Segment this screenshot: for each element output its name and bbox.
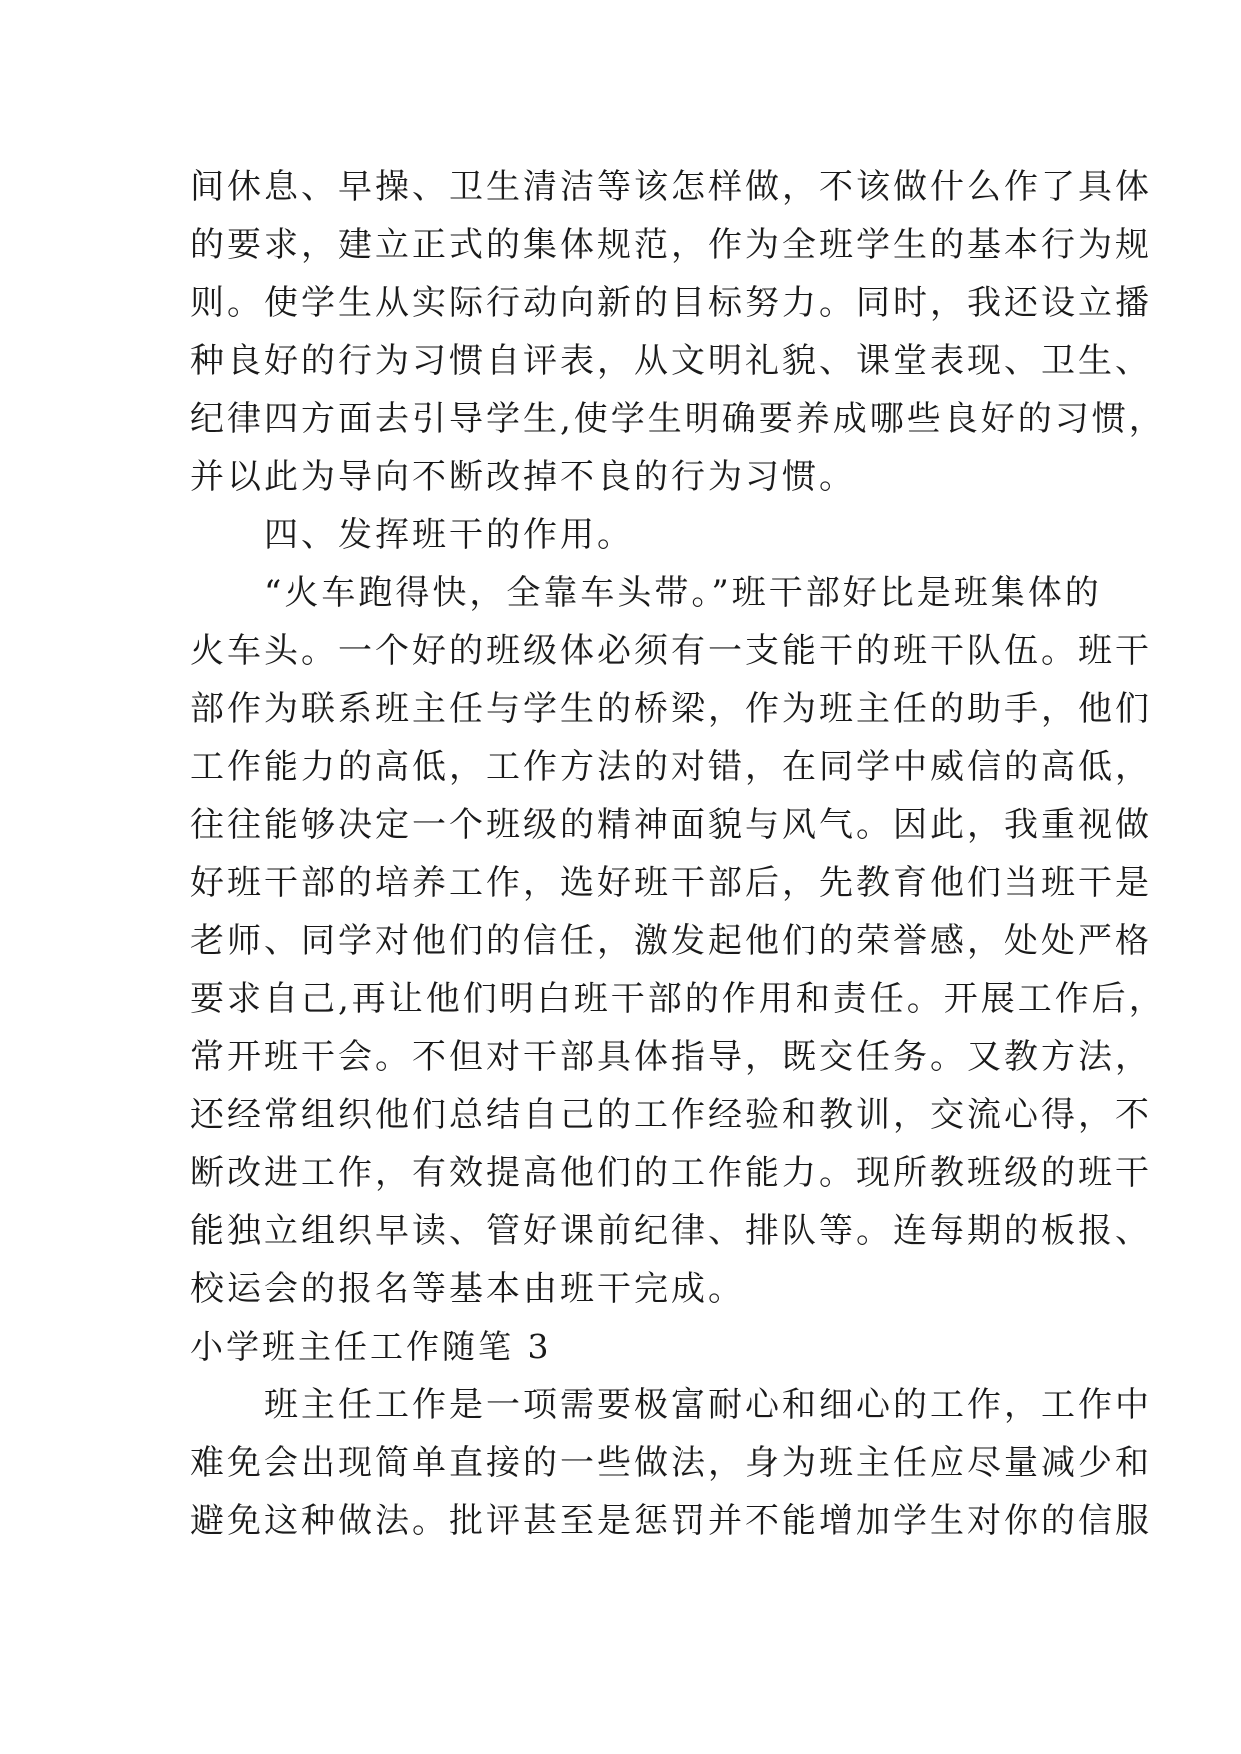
text-line-17: 还经常组织他们总结自己的工作经验和教训，交流心得，不 [190,1095,1152,1135]
text-line-12: 往往能够决定一个班级的精神面貌与风气。因此，我重视做 [190,805,1152,845]
section-heading: 四、发挥班干的作用。 [190,515,634,555]
text-line-6: 并以此为导向不断改掉不良的行为习惯。 [190,457,856,497]
text-line-3: 则。使学生从实际行动向新的目标努力。同时，我还设立播 [190,283,1152,323]
text-line-15: 要求自己,再让他们明白班干部的作用和责任。开展工作后， [190,979,1166,1019]
text-line-24: 避免这种做法。批评甚至是惩罚并不能增加学生对你的信服 [190,1501,1152,1541]
text-line-2: 的要求，建立正式的集体规范，作为全班学生的基本行为规 [190,225,1152,265]
text-line-16: 常开班干会。不但对干部具体指导，既交任务。又教方法， [190,1037,1152,1077]
text-line-9: 火车头。一个好的班级体必须有一支能干的班干队伍。班干 [190,631,1152,671]
text-line-13: 好班干部的培养工作，选好班干部后，先教育他们当班干是 [190,863,1152,903]
text-line-22: 班主任工作是一项需要极富耐心和细心的工作，工作中 [190,1385,1152,1425]
body-text [190,158,1166,1550]
text-line-19: 能独立组织早读、管好课前纪律、排队等。连每期的板报、 [190,1211,1152,1251]
text-line-1: 间休息、早操、卫生清洁等该怎样做，不该做什么作了具体 [190,167,1152,207]
text-line-8: “火车跑得快，全靠车头带。”班干部好比是班集体的 [190,573,1102,613]
article-title: 小学班主任工作随笔 3 [190,1327,552,1366]
text-line-10: 部作为联系班主任与学生的桥梁，作为班主任的助手，他们 [190,689,1152,729]
text-line-20: 校运会的报名等基本由班干完成。 [190,1269,745,1309]
text-line-14: 老师、同学对他们的信任，激发起他们的荣誉感，处处严格 [190,921,1152,961]
text-line-11: 工作能力的高低，工作方法的对错，在同学中威信的高低， [190,747,1152,787]
text-line-18: 断改进工作，有效提高他们的工作能力。现所教班级的班干 [190,1153,1152,1193]
text-line-5: 纪律四方面去引导学生,使学生明确要养成哪些良好的习惯， [190,399,1166,439]
text-line-23: 难免会出现简单直接的一些做法，身为班主任应尽量减少和 [190,1443,1152,1483]
text-line-4: 种良好的行为习惯自评表，从文明礼貌、课堂表现、卫生、 [190,341,1152,381]
